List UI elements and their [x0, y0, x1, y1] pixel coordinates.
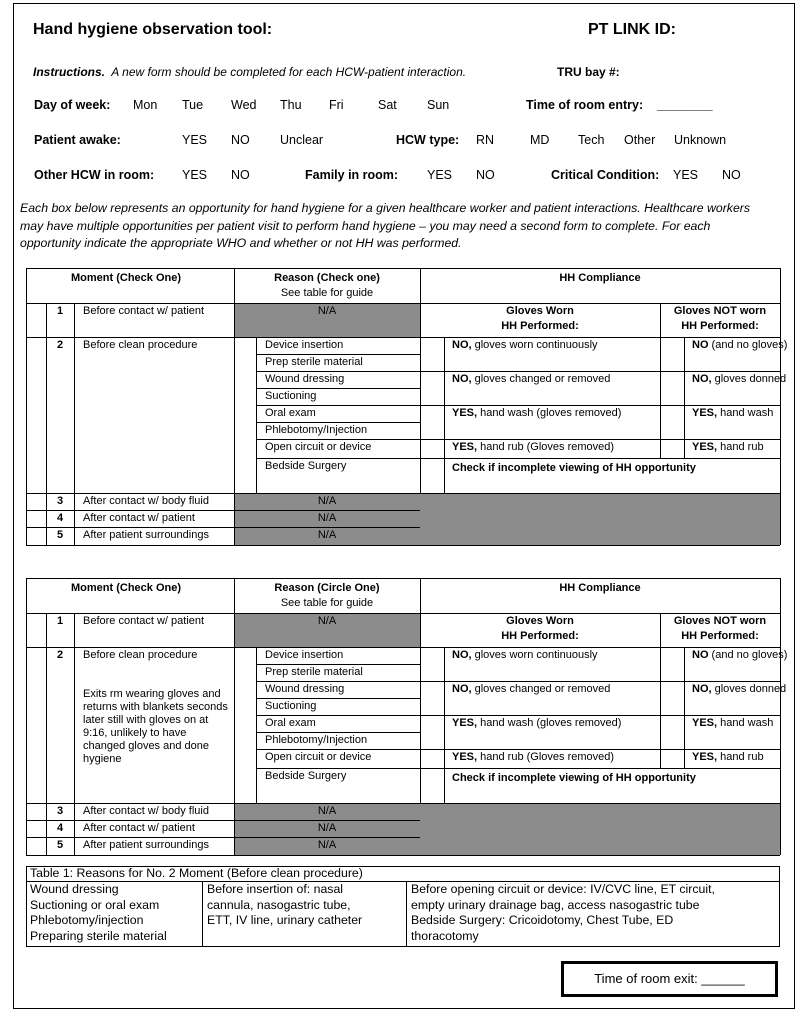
na-cell: N/A: [317, 529, 337, 541]
option-answer: YES,: [452, 751, 478, 763]
table-rule: [256, 749, 420, 750]
option-detail: gloves worn continuously: [471, 339, 598, 351]
day-option[interactable]: Sun: [427, 98, 450, 112]
family-label: Family in room:: [305, 168, 399, 182]
day-option[interactable]: Wed: [231, 98, 257, 112]
reason-text: Bedside Surgery: Cricoidotomy, Chest Tube, ED: [411, 913, 674, 927]
reason-text: thoracotomy: [411, 928, 479, 943]
gloves-worn-option[interactable]: [452, 373, 610, 386]
hh-performed-label: HH Performed:: [681, 320, 759, 332]
table-rule: [256, 458, 420, 459]
moment-checkbox-label[interactable]: After contact w/ body fluid: [83, 805, 209, 817]
moment-number: 1: [57, 305, 64, 317]
critical-label: Critical Condition:: [551, 168, 660, 182]
option-answer: YES,: [452, 407, 478, 419]
awake-option[interactable]: YES: [182, 133, 208, 147]
moment-checkbox-label[interactable]: Before contact w/ patient: [83, 305, 205, 317]
reason-subheader: See table for guide: [280, 597, 374, 609]
table-rule: [256, 337, 257, 493]
reason-option[interactable]: Device insertion: [265, 339, 344, 351]
patient-awake-row: [20, 133, 780, 151]
reason-text: ETT, IV line, urinary catheter: [207, 913, 363, 927]
reasons-col-3: [411, 882, 715, 944]
gloves-not-worn-option[interactable]: [692, 407, 773, 420]
option-detail: hand wash (gloves removed): [477, 717, 622, 729]
gloves-worn-option[interactable]: [452, 751, 614, 764]
reason-option[interactable]: Oral exam: [265, 717, 316, 729]
hcw-type-label: HCW type:: [396, 133, 460, 147]
table-rule: [444, 439, 780, 440]
na-cell: N/A: [317, 495, 337, 507]
day-of-week-row: [20, 98, 780, 116]
critical-option[interactable]: YES: [673, 168, 699, 182]
option-answer: YES,: [452, 441, 478, 453]
moment-checkbox-label[interactable]: After contact w/ body fluid: [83, 495, 209, 507]
option-answer: NO: [692, 339, 709, 351]
option-answer: NO,: [452, 339, 472, 351]
table-rule: [256, 664, 420, 665]
other-hcw-row: [20, 168, 780, 186]
room-entry-label: Time of room entry:: [526, 98, 644, 112]
table-rule: [420, 578, 421, 803]
gloves-not-worn-option[interactable]: [692, 751, 764, 764]
table-rule: [26, 578, 27, 855]
table-rule: [46, 303, 47, 545]
gloves-worn-option[interactable]: [452, 649, 598, 662]
table-rule: [780, 578, 781, 855]
option-answer: YES,: [692, 407, 718, 419]
compliance-header: HH Compliance: [559, 582, 641, 594]
moment-checkbox-label[interactable]: After patient surroundings: [83, 529, 209, 541]
moment-number: 3: [57, 805, 64, 817]
other-hcw-option[interactable]: YES: [182, 168, 208, 182]
room-exit-box[interactable]: Time of room exit: ______: [561, 961, 778, 997]
moment-header: Moment (Check One): [71, 272, 182, 284]
table-rule: [256, 439, 420, 440]
gloves-worn-option[interactable]: [452, 717, 621, 730]
reasons-col-1: [30, 882, 167, 944]
table-rule: [444, 337, 445, 493]
moment-number: 4: [57, 822, 64, 834]
reason-option[interactable]: Wound dressing: [265, 683, 345, 695]
hcw-option[interactable]: RN: [476, 133, 495, 147]
moment-number: 5: [57, 839, 64, 851]
moment-header: Moment (Check One): [71, 582, 182, 594]
reason-subheader: See table for guide: [280, 287, 374, 299]
table-rule: [420, 371, 780, 372]
moment-number: 2: [57, 649, 64, 661]
table-rule: [256, 354, 420, 355]
reason-option[interactable]: Bedside Surgery: [265, 460, 347, 472]
instructions-text: A new form should be completed for each HCW-patient interaction.: [111, 65, 467, 79]
moment-checkbox-label[interactable]: After patient surroundings: [83, 839, 209, 851]
table-rule: [420, 768, 780, 769]
table-rule: [256, 422, 420, 423]
table-rule: [444, 647, 445, 803]
pt-link-id-label: PT LINK ID:: [588, 21, 676, 38]
gloves-not-worn-option[interactable]: [692, 441, 764, 454]
reasons-table-title: Table 1: Reasons for No. 2 Moment (Before clean procedure): [30, 866, 363, 880]
reason-option[interactable]: Bedside Surgery: [265, 770, 347, 782]
day-option[interactable]: Fri: [329, 98, 344, 112]
reason-option[interactable]: Phlebotomy/Injection: [265, 424, 368, 436]
reason-text: Before opening circuit or device: IV/CVC line, ET circuit,: [411, 882, 715, 896]
table-rule: [420, 715, 780, 716]
table-rule: [26, 613, 780, 614]
gloves-worn-option[interactable]: [452, 339, 598, 352]
reason-text: Phlebotomy/injection: [30, 913, 144, 927]
reason-option[interactable]: Phlebotomy/Injection: [265, 734, 368, 746]
gloves-not-worn-header: Gloves NOT worn: [673, 615, 767, 627]
awake-label: Patient awake:: [34, 133, 121, 147]
table-rule: [26, 268, 27, 545]
option-detail: gloves donned: [711, 683, 787, 695]
moment-checkbox-label[interactable]: After contact w/ patient: [83, 512, 195, 524]
day-option[interactable]: Thu: [280, 98, 302, 112]
table-rule: [74, 613, 75, 855]
table-rule: [256, 768, 420, 769]
table-rule: [26, 493, 780, 494]
table-rule: [256, 371, 420, 372]
table-rule: [256, 405, 420, 406]
awake-option[interactable]: Unclear: [280, 133, 324, 147]
moment-number: 5: [57, 529, 64, 541]
table-rule: [256, 647, 257, 803]
table-rule: [26, 510, 420, 511]
reason-text: empty urinary drainage bag, access nasogastric tube: [411, 897, 700, 912]
table-rule: [420, 405, 780, 406]
reason-text: Before insertion of: nasal: [207, 882, 344, 896]
family-option[interactable]: YES: [427, 168, 453, 182]
option-answer: YES,: [692, 751, 718, 763]
option-detail: hand wash: [717, 407, 774, 419]
instructions: [33, 65, 466, 79]
table-rule: [684, 647, 685, 768]
table-rule: [660, 337, 661, 458]
gloves-not-worn-option[interactable]: [692, 649, 787, 662]
gloves-not-worn-option[interactable]: [692, 339, 787, 352]
option-detail: hand rub (Gloves removed): [477, 751, 615, 763]
hh-performed-label: HH Performed:: [681, 630, 759, 642]
hh-performed-label: HH Performed:: [501, 320, 579, 332]
opportunity-paragraph: Each box below represents an opportunity for hand hygiene for a given healthcare worker and patient interactions. Healthcare workers may have multiple opportunities per patient visit to perform hand hygiene – you may need a second form to complete. For each opportunity indicate the appropriate WHO and whether or not HH was performed.: [20, 201, 751, 250]
table-rule: [26, 647, 780, 648]
gloves-worn-header: Gloves Worn: [506, 615, 574, 627]
option-detail: (and no gloves): [708, 339, 788, 351]
table-rule: [26, 820, 420, 821]
reason-text: Preparing sterile material: [30, 928, 167, 943]
option-detail: hand rub (Gloves removed): [477, 441, 615, 453]
other-hcw-label: Other HCW in room:: [34, 168, 155, 182]
reason-option[interactable]: Prep sterile material: [265, 356, 363, 368]
table-rule: [256, 388, 420, 389]
table-rule: [46, 613, 47, 855]
awake-option[interactable]: NO: [231, 133, 250, 147]
option-detail: gloves changed or removed: [471, 683, 611, 695]
incomplete-viewing-option[interactable]: Check if incomplete viewing of HH opportunity: [452, 462, 696, 474]
table-rule: [256, 698, 420, 699]
na-shading: [420, 803, 780, 855]
moment-number: 2: [57, 339, 64, 351]
hcw-option[interactable]: MD: [530, 133, 550, 147]
day-option[interactable]: Mon: [133, 98, 158, 112]
option-answer: NO,: [452, 683, 472, 695]
day-label: Day of week:: [34, 98, 111, 112]
option-answer: YES,: [692, 441, 718, 453]
table-rule: [684, 337, 685, 458]
gloves-not-worn-header: Gloves NOT worn: [673, 305, 767, 317]
option-answer: NO,: [452, 649, 472, 661]
table-rule: [420, 681, 780, 682]
table-rule: [660, 647, 661, 768]
option-detail: (and no gloves): [708, 649, 788, 661]
moment-table: [26, 268, 788, 545]
table-rule: [26, 337, 780, 338]
reason-option[interactable]: Wound dressing: [265, 373, 345, 385]
na-cell: N/A: [317, 615, 337, 627]
na-cell: N/A: [317, 305, 337, 317]
hcw-option[interactable]: Tech: [578, 133, 605, 147]
reasons-table: [26, 866, 780, 946]
reason-option[interactable]: Open circuit or device: [265, 751, 372, 763]
hh-performed-label: HH Performed:: [501, 630, 579, 642]
option-answer: YES,: [452, 717, 478, 729]
option-detail: gloves donned: [711, 373, 787, 385]
reason-option[interactable]: Oral exam: [265, 407, 316, 419]
family-option[interactable]: NO: [476, 168, 495, 182]
table-rule: [780, 268, 781, 545]
option-detail: hand rub: [717, 751, 764, 763]
table-rule: [420, 268, 421, 493]
day-option[interactable]: Tue: [182, 98, 204, 112]
gloves-worn-option[interactable]: [452, 683, 610, 696]
gloves-worn-option[interactable]: [452, 407, 621, 420]
table-rule: [26, 837, 420, 838]
table-rule: [74, 303, 75, 545]
observer-note: Exits rm wearing gloves and returns with blankets seconds later still with gloves on at 9:16, unlikely to have changed gloves and done hygiene: [83, 688, 228, 765]
na-cell: N/A: [317, 822, 337, 834]
gloves-worn-option[interactable]: [452, 441, 614, 454]
moment-number: 3: [57, 495, 64, 507]
na-shading: [420, 493, 780, 545]
na-cell: N/A: [317, 839, 337, 851]
instructions-label: Instructions.: [33, 65, 106, 79]
other-hcw-option[interactable]: NO: [231, 168, 250, 182]
option-detail: hand wash: [717, 717, 774, 729]
option-detail: gloves changed or removed: [471, 373, 611, 385]
option-detail: gloves worn continuously: [471, 649, 598, 661]
gloves-not-worn-option[interactable]: [692, 373, 786, 386]
gloves-not-worn-option[interactable]: [692, 717, 773, 730]
option-answer: NO: [692, 649, 709, 661]
tru-bay-label: TRU bay #:: [557, 65, 620, 79]
reason-header: Reason (Circle One): [274, 582, 380, 594]
option-answer: NO,: [452, 373, 472, 385]
reason-text: cannula, nasogastric tube,: [207, 897, 351, 912]
moment-number: 1: [57, 615, 64, 627]
reason-option[interactable]: Suctioning: [265, 700, 317, 712]
gloves-not-worn-option[interactable]: [692, 683, 786, 696]
reasons-col-2: [207, 882, 362, 929]
table-rule: [256, 681, 420, 682]
room-entry-blank[interactable]: ________: [657, 98, 713, 112]
day-option[interactable]: Sat: [378, 98, 397, 112]
table-rule: [420, 458, 780, 459]
table-rule: [26, 578, 780, 579]
table-rule: [256, 732, 420, 733]
table-rule: [256, 715, 420, 716]
gloves-worn-header: Gloves Worn: [506, 305, 574, 317]
option-detail: hand rub: [717, 441, 764, 453]
form-title: Hand hygiene observation tool:: [33, 21, 273, 38]
moment-number: 4: [57, 512, 64, 524]
reason-option[interactable]: Suctioning: [265, 390, 317, 402]
table-rule: [26, 527, 420, 528]
compliance-header: HH Compliance: [559, 272, 641, 284]
option-answer: NO,: [692, 683, 712, 695]
moment-checkbox-label[interactable]: After contact w/ patient: [83, 822, 195, 834]
reason-text: Wound dressing: [30, 882, 119, 896]
table-rule: [26, 303, 780, 304]
moment-checkbox-label[interactable]: Before clean procedure: [83, 339, 198, 351]
table-rule: [26, 545, 780, 546]
table-rule: [26, 855, 780, 856]
moment-checkbox-label[interactable]: Before clean procedure: [83, 649, 198, 661]
moment-checkbox-label[interactable]: Before contact w/ patient: [83, 615, 205, 627]
reason-text: Suctioning or oral exam: [30, 897, 160, 912]
na-cell: N/A: [317, 512, 337, 524]
table-rule: [444, 749, 780, 750]
option-answer: NO,: [692, 373, 712, 385]
table-rule: [26, 803, 780, 804]
table-rule: [26, 268, 780, 269]
option-answer: YES,: [692, 717, 718, 729]
reason-option[interactable]: Device insertion: [265, 649, 344, 661]
hcw-option[interactable]: Unknown: [674, 133, 727, 147]
option-detail: hand wash (gloves removed): [477, 407, 622, 419]
incomplete-viewing-option[interactable]: Check if incomplete viewing of HH opportunity: [452, 772, 696, 784]
hcw-option[interactable]: Other: [624, 133, 656, 147]
na-cell: N/A: [317, 805, 337, 817]
reason-header: Reason (Check one): [274, 272, 380, 284]
reason-option[interactable]: Prep sterile material: [265, 666, 363, 678]
moment-table: [26, 578, 788, 855]
critical-option[interactable]: NO: [722, 168, 741, 182]
reason-option[interactable]: Open circuit or device: [265, 441, 372, 453]
